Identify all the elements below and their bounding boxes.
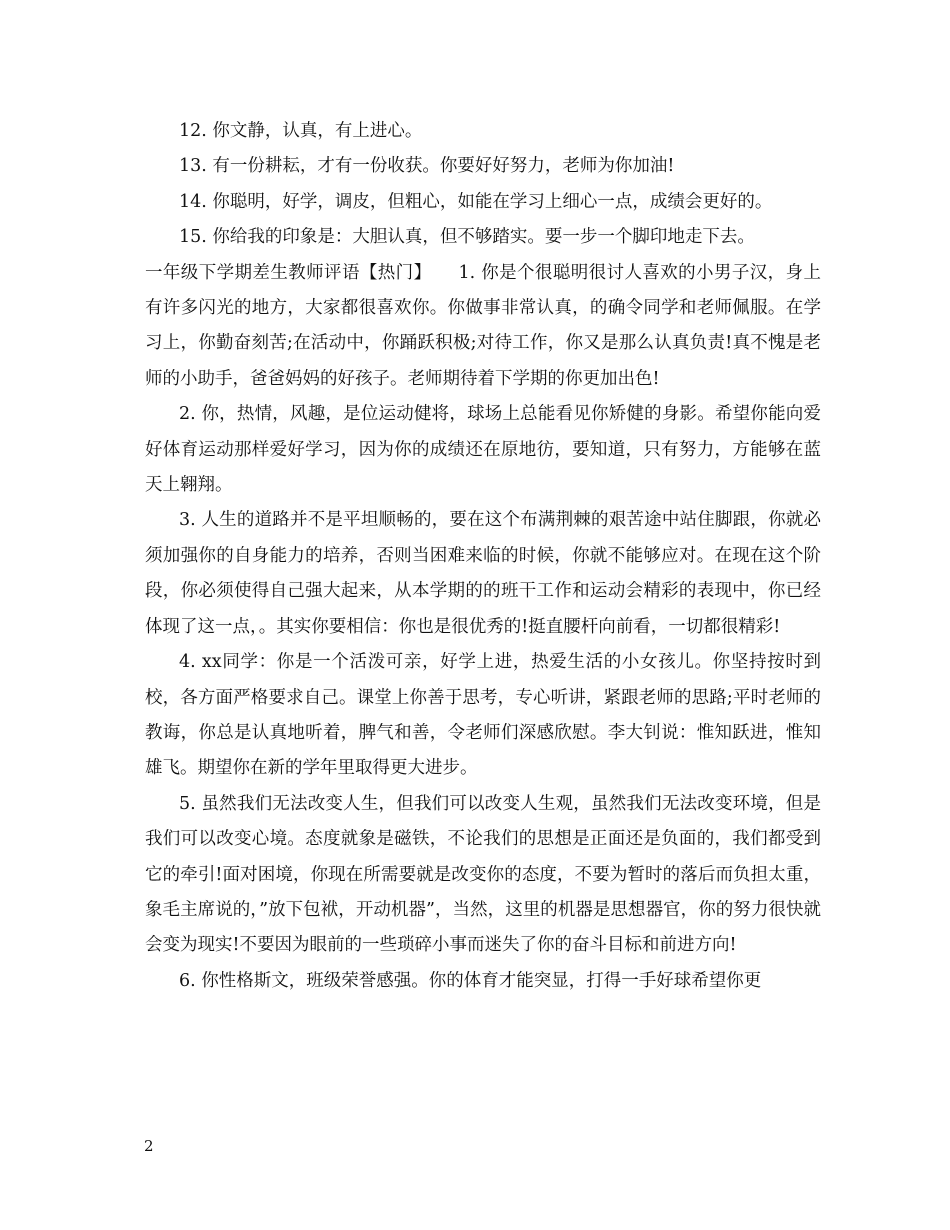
section-heading-paragraph: 一年级下学期差生教师评语【热门】 1. 你是个很聪明很讨人喜欢的小男子汉，身上有许多闪光的地方，大家都很喜欢你。你做事非常认真，的确令同学和老师佩服。在学习上，你勤奋刻苦;在活动中，你踊跃积极;对待工作，你又是那么认真负责!真不愧是老师的小助手，爸爸妈妈的好孩子。老师期待着下学期的你更加出色! xyxy=(145,262,821,389)
paragraph-item-3: 3. 人生的道路并不是平坦顺畅的，要在这个布满荆棘的艰苦途中站住脚跟，你就必须加强你的自身能力的培养，否则当困难来临的时候，你就不能够应对。在现在这个阶段，你必须使得自己强大起来，从本学期的的班干工作和运动会精彩的表现中，你已经体现了这一点，。其实你要相信：你也是很优秀的!挺直腰杆向前看，一切都很精彩! xyxy=(145,510,821,637)
paragraph-item-15: 15. 你给我的印象是：大胆认真，但不够踏实。要一步一个脚印地走下去。 xyxy=(179,227,755,248)
page-number: 2 xyxy=(144,1137,154,1155)
paragraph-item-6: 6. 你性格斯文，班级荣誉感强。你的体育才能突显，打得一手好球希望你更 xyxy=(179,970,762,991)
paragraph-item-12: 12. 你文静，认真，有上进心。 xyxy=(179,121,423,141)
paragraph-item-5: 5. 虽然我们无法改变人生，但我们可以改变人生观，虽然我们无法改变环境，但是我们可以改变心境。态度就象是磁铁，不论我们的思想是正面还是负面的，我们都受到它的牵引!面对困境，你现在所需要就是改变你的态度，不要为暂时的落后而负担太重，象毛主席说的，”放下包袱，开动机器”，当然，这里的机器是思想器官，你的努力很快就会变为现实!不要因为眼前的一些琐碎小事而迷失了你的奋斗目标和前进方向! xyxy=(145,793,821,956)
paragraph-item-14: 14. 你聪明，好学，调皮，但粗心，如能在学习上细心一点，成绩会更好的。 xyxy=(179,191,773,212)
paragraph-item-13: 13. 有一份耕耘，才有一份收获。你要好好努力，老师为你加油! xyxy=(179,156,675,177)
document-body xyxy=(145,114,821,999)
paragraph-item-4: 4. xx同学：你是一个活泼可亲，好学上进，热爱生活的小女孩儿。你坚持按时到校，各方面严格要求自己。课堂上你善于思考，专心听讲，紧跟老师的思路;平时老师的教诲，你总是认真地听着，脾气和善，令老师们深感欣慰。李大钊说：惟知跃进，惟知雄飞。期望你在新的学年里取得更大进步。 xyxy=(145,652,821,779)
paragraph-item-2: 2. 你，热情，风趣，是位运动健将，球场上总能看见你矫健的身影。希望你能向爱好体育运动那样爱好学习，因为你的成绩还在原地彷，要知道，只有努力，方能够在蓝天上翱翔。 xyxy=(145,404,821,496)
